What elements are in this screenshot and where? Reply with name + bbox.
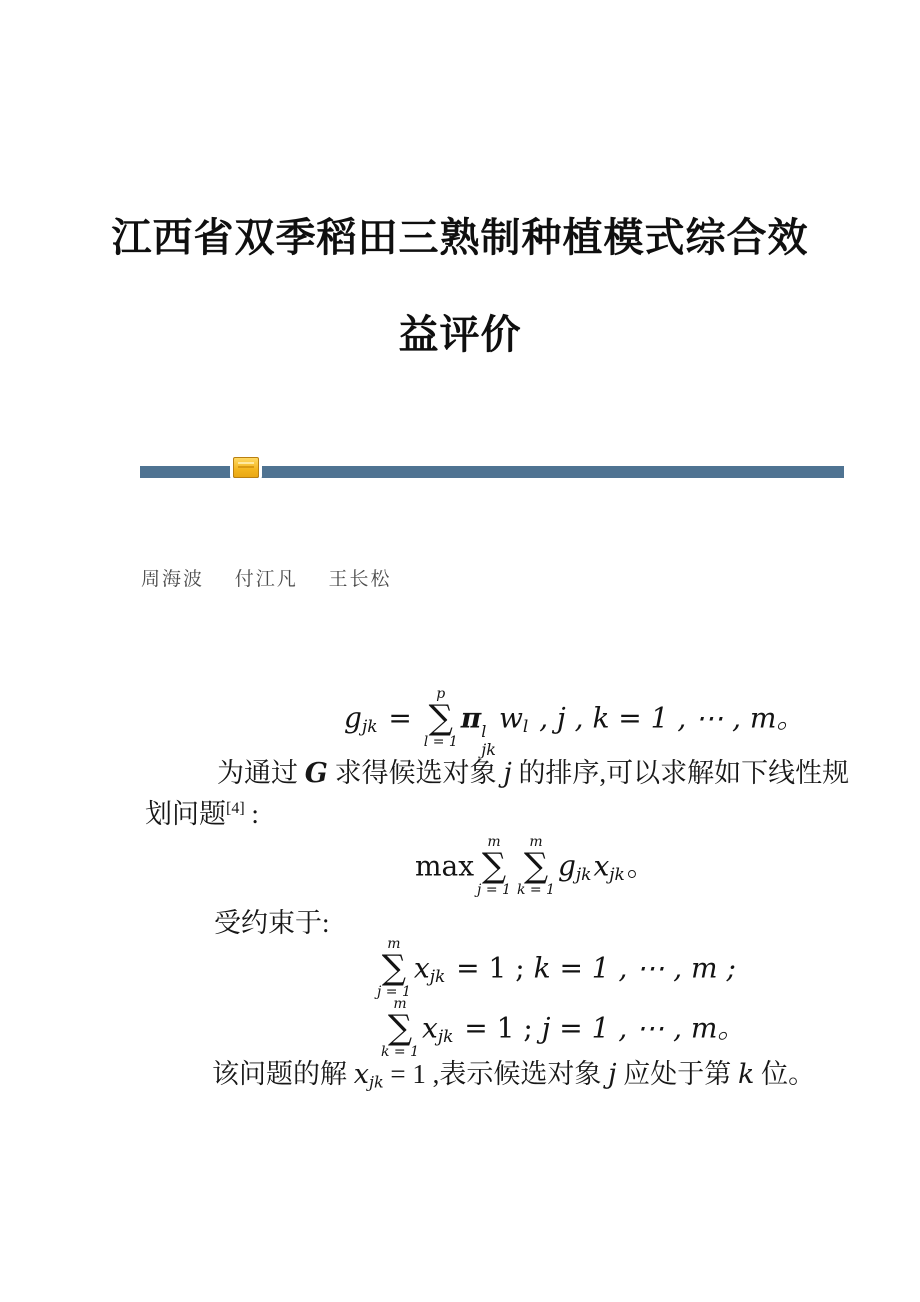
formula-constraint-1 — [374, 938, 736, 1002]
sum-upper-limit: m — [393, 996, 407, 1012]
math-sub-jk: jk — [429, 967, 446, 988]
math-var-g: g — [557, 849, 576, 883]
math-var-g: g — [344, 701, 362, 735]
math-var-G: G — [304, 758, 328, 789]
para1-colon: : — [244, 799, 259, 829]
sigma-glyph: ∑ — [381, 948, 407, 989]
paragraph-solution-meaning — [212, 1054, 815, 1102]
sigma-glyph: ∑ — [387, 1008, 413, 1049]
summation-symbol — [377, 936, 411, 1000]
math-var-j: j — [503, 758, 512, 789]
math-var-x: x — [413, 951, 430, 985]
sum-upper-limit: m — [387, 936, 401, 952]
para1-text: 求得候选对象 — [327, 758, 504, 788]
formula-tail: , j , k = 1 , ⋯ , m。 — [530, 701, 805, 735]
author-list — [141, 564, 416, 591]
math-var-j: j — [608, 1059, 617, 1090]
math-var-k: k — [738, 1059, 755, 1090]
para2-text: = 1 ,表示候选对象 — [383, 1059, 609, 1089]
summation-symbol — [424, 686, 458, 750]
para1-text: 划问题 — [145, 799, 226, 829]
sigma-glyph: ∑ — [481, 846, 507, 887]
formula-end-mark: 。 — [626, 849, 655, 883]
math-equals-one: = 1 ; — [455, 1011, 542, 1045]
sum-lower-limit: j = 1 — [477, 882, 511, 899]
para1-text: 为通过 — [217, 758, 305, 788]
document-title-line1: 江西省双季稻田三熟制种植模式综合效 — [111, 215, 809, 260]
math-sub-jk: jk — [609, 865, 625, 886]
max-operator: max — [415, 849, 475, 883]
pi-superscript: l — [481, 721, 487, 741]
sum-upper-limit: p — [436, 686, 446, 702]
sum-lower-limit: k = 1 — [381, 1044, 420, 1061]
math-var-j: j — [541, 1011, 551, 1045]
constraint-intro-label: 受约束于: — [214, 908, 330, 938]
formula-gjk-definition — [344, 688, 804, 759]
para2-text: 该问题的解 — [212, 1059, 354, 1089]
sum-upper-limit: m — [487, 834, 501, 850]
math-equals: = — [379, 701, 421, 735]
math-equals-one: = 1 ; — [447, 951, 534, 985]
paragraph-linear-programming — [145, 753, 855, 835]
sum-lower-limit: l = 1 — [423, 734, 458, 751]
citation-ref-4: [4] — [226, 800, 245, 817]
formula-tail: = 1 , ⋯ , m ; — [550, 951, 736, 985]
sigma-glyph: ∑ — [428, 698, 453, 739]
summation-symbol — [517, 834, 555, 898]
math-var-x: x — [353, 1059, 369, 1090]
math-sub-jk: jk — [368, 1072, 384, 1092]
sum-lower-limit: j = 1 — [377, 984, 411, 1001]
author-name: 王长松 — [328, 569, 392, 590]
embedded-object-icon — [233, 457, 259, 478]
math-var-pi: π — [460, 701, 482, 735]
para1-text: 的排序,可以求解如下线性规 — [511, 758, 850, 788]
math-var-k: k — [533, 951, 551, 985]
formula-objective-max — [415, 836, 655, 900]
summation-symbol — [381, 996, 419, 1060]
para2-text: 位。 — [754, 1059, 816, 1089]
math-var-x: x — [593, 849, 610, 883]
math-var-x: x — [422, 1011, 438, 1045]
math-sub-l: l — [522, 717, 529, 738]
math-sub-jk: jk — [437, 1027, 454, 1048]
document-title-line2: 益评价 — [398, 312, 522, 357]
pi-subscript: jk — [481, 739, 496, 759]
math-sub-jk: jk — [361, 717, 378, 738]
sum-lower-limit: k = 1 — [516, 882, 555, 899]
author-name: 付江凡 — [234, 569, 298, 590]
formula-tail: = 1 , ⋯ , m。 — [550, 1011, 746, 1045]
sum-upper-limit: m — [529, 834, 543, 850]
summation-symbol — [477, 834, 511, 898]
math-sub-jk: jk — [575, 865, 592, 886]
formula-constraint-2 — [378, 998, 745, 1062]
sigma-glyph: ∑ — [523, 846, 549, 887]
para2-text: 应处于第 — [616, 1059, 738, 1089]
math-var-w: w — [498, 701, 523, 735]
author-name: 周海波 — [141, 569, 205, 590]
